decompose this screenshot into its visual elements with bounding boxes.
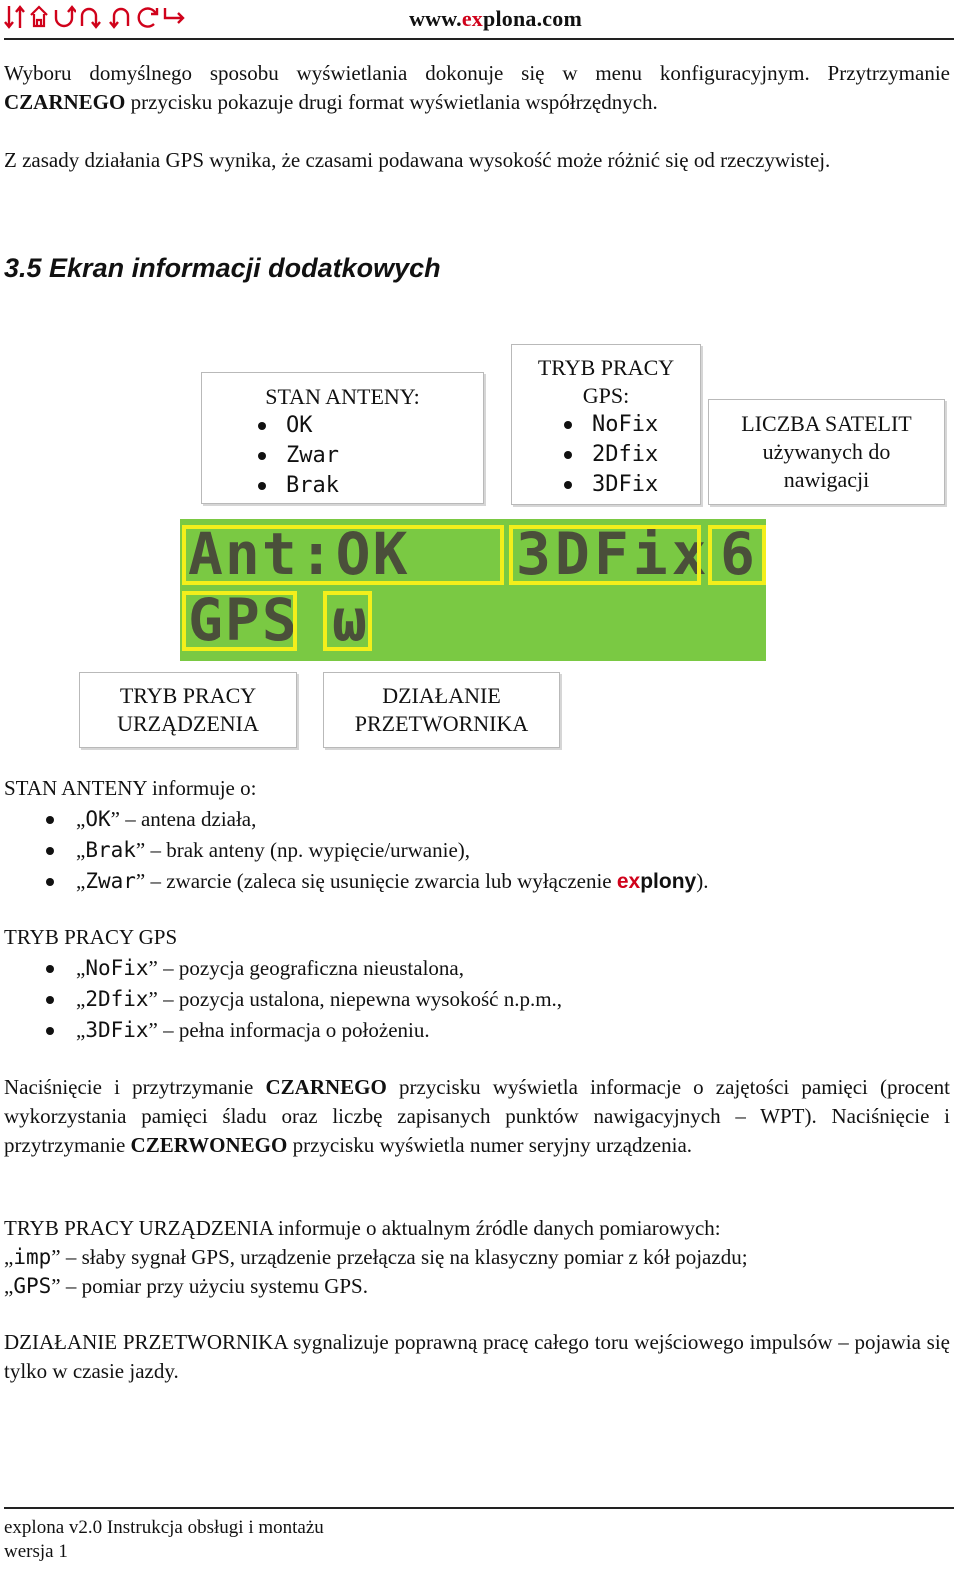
callout-antenna-item: Zwar: [248, 441, 483, 471]
antenna-status-list: [4, 804, 950, 897]
lcd-fix-text: 3DFix: [516, 520, 711, 588]
mode-code: NoFix: [85, 956, 149, 980]
memory-bold-black: CZARNEGO: [265, 1075, 387, 1099]
device-mode-title: TRYB PRACY URZĄDZENIA informuje o aktualnym źródle danych pomiarowych:: [4, 1216, 721, 1240]
list-item: „2Dfix” – pozycja ustalona, niepewna wysokość n.p.m.,: [4, 984, 950, 1015]
status-description: – brak anteny (np. wypięcie/urwanie),: [145, 838, 471, 862]
site-url[interactable]: [409, 6, 582, 32]
mode-code: 3DFix: [85, 1018, 149, 1042]
callout-antenna-list: [248, 411, 483, 501]
highlight-satellites: [708, 520, 766, 588]
memory-bold-red: CZERWONEGO: [130, 1133, 288, 1157]
converter-paragraph: DZIAŁANIE PRZETWORNIKA sygnalizuje poprawną pracę całego toru wejściowego impulsów – pojawia się tylko w czasie jazdy.: [4, 1330, 950, 1383]
intro-text-a: Wyboru domyślnego sposobu wyświetlania dokonuje się w menu konfiguracyjnym. Przytrzymanie: [4, 61, 950, 85]
status-code: Zwar: [85, 869, 136, 893]
home-up-icon: [28, 4, 50, 30]
callout-satellites: [708, 399, 945, 505]
device-imp-description: – słaby sygnał GPS, urządzenie przełącza się na klasyczny pomiar z kół pojazdu;: [60, 1245, 748, 1269]
callout-gps-mode: [511, 344, 701, 505]
footer-line-2: wersja 1: [4, 1541, 68, 1562]
device-mode-gps-line: „GPS” – pomiar przy użyciu systemu GPS.: [4, 1274, 368, 1298]
lcd-satellite-count: 6: [720, 520, 757, 588]
intro-text-b: przycisku pokazuje drugi format wyświetlania współrzędnych.: [125, 90, 658, 114]
callout-converter-line-2: PRZETWORNIKA: [354, 711, 529, 736]
mode-description: – pełna informacja o położeniu.: [157, 1018, 430, 1042]
callout-device-line-2: URZĄDZENIA: [117, 711, 259, 736]
footer-line-1: explona v2.0 Instrukcja obsługi i montażu: [4, 1517, 324, 1538]
status-description: – zwarcie (zaleca się usunięcie zwarcia lub wyłączenie: [145, 869, 617, 893]
device-gps-description: – pomiar przy użyciu systemu GPS.: [60, 1274, 368, 1298]
site-url-brand-ex: ex: [461, 6, 484, 31]
callout-device-line-1: TRYB PRACY: [119, 683, 257, 708]
list-item: „NoFix” – pozycja geograficzna nieustalona,: [4, 953, 950, 984]
brand-rest: plony: [640, 870, 697, 893]
intro-paragraph-2: Z zasady działania GPS wynika, że czasami podawana wysokość może różnić się od rzeczywistej.: [4, 148, 831, 172]
lcd-display: [180, 519, 766, 661]
callout-converter-line-1: DZIAŁANIE: [382, 683, 501, 708]
callout-satellites-line-3: nawigacji: [783, 467, 870, 492]
list-item: „OK” – antena działa,: [4, 804, 950, 835]
u-turn-icon: [52, 4, 76, 30]
memory-paragraph: [4, 1073, 950, 1160]
antenna-section-title: STAN ANTENY informuje o:: [4, 776, 257, 800]
callout-gps-list: [554, 410, 700, 500]
status-code: OK: [85, 807, 111, 831]
sort-arrows-icon: [4, 4, 26, 30]
device-code-imp: imp: [13, 1245, 52, 1269]
status-description: – antena działa,: [119, 807, 257, 831]
list-item: „Brak” – brak anteny (np. wypięcie/urwanie),: [4, 835, 950, 866]
mode-code: 2Dfix: [85, 987, 149, 1011]
callout-antenna-status: [201, 372, 484, 504]
callout-gps-title-2: GPS:: [582, 383, 630, 408]
callout-device-mode: [79, 672, 297, 748]
u-turn-left-icon: [78, 4, 104, 30]
gps-mode-list: [4, 953, 950, 1046]
list-item: „3DFix” – pełna informacja o położeniu.: [4, 1015, 950, 1046]
memory-text-a: Naciśnięcie i przytrzymanie: [4, 1075, 266, 1099]
u-turn-right-icon: [106, 4, 132, 30]
highlight-pulse: [323, 586, 372, 654]
mode-description: – pozycja geograficzna nieustalona,: [157, 956, 464, 980]
section-heading: 3.5 Ekran informacji dodatkowych: [4, 253, 441, 283]
callout-gps-item: NoFix: [554, 410, 700, 440]
memory-text-c: przycisku wyświetla informacje o zajętości pamięci (procent wykorzystania pamięci śladu oraz liczbę zapisanych punktów nawigacyjnych – WPT). Naciśnięcie i przytrzymanie: [4, 1075, 950, 1157]
status-description-end: ).: [696, 869, 709, 893]
header-rule: [4, 38, 954, 40]
highlight-antenna: [182, 520, 504, 588]
device-mode-imp-line: „imp” – słaby sygnał GPS, urządzenie przełącza się na klasyczny pomiar z kół pojazdu;: [4, 1245, 748, 1269]
brand-explony: [617, 870, 696, 893]
intro-bold-black: CZARNEGO: [4, 90, 126, 114]
callout-gps-item: 3DFix: [554, 470, 700, 500]
header-icon-strip: [4, 4, 188, 32]
callout-gps-title-1: TRYB PRACY: [537, 355, 675, 380]
memory-text-d: przycisku wyświetla numer seryjny urządzenia.: [287, 1133, 693, 1157]
callout-converter: [323, 672, 560, 748]
lcd-antenna-text: Ant:OK: [188, 520, 410, 588]
highlight-mode: [182, 586, 299, 654]
callout-antenna-item: OK: [248, 411, 483, 441]
turn-right-icon: [162, 4, 188, 30]
highlight-fix: [509, 525, 701, 585]
lcd-mode-text: GPS: [188, 586, 299, 654]
device-code-gps: GPS: [13, 1274, 52, 1298]
device-mode-paragraph: [4, 1214, 950, 1301]
gps-section-title: TRYB PRACY GPS: [4, 925, 178, 949]
intro-paragraph-1: [4, 59, 950, 117]
callout-satellites-line-1: LICZBA SATELIT: [741, 411, 912, 436]
footer-rule: [4, 1507, 954, 1509]
site-url-prefix: www.: [409, 6, 462, 31]
callout-antenna-item: Brak: [248, 471, 483, 501]
footer: [4, 1516, 324, 1564]
mode-description: – pozycja ustalona, niepewna wysokość n.p.m.,: [157, 987, 563, 1011]
list-item: „Zwar” – zwarcie (zaleca się usunięcie zwarcia lub wyłączenie explony).: [4, 866, 950, 897]
status-code: Brak: [85, 838, 136, 862]
loop-arrow-icon: [134, 4, 160, 30]
lcd-pulse-indicator: ω: [332, 586, 369, 654]
callout-gps-item: 2Dfix: [554, 440, 700, 470]
callout-satellites-line-2: używanych do: [762, 439, 891, 464]
callout-antenna-title: STAN ANTENY:: [265, 384, 420, 409]
brand-ex: ex: [616, 870, 641, 893]
site-url-suffix: plona.com: [483, 6, 582, 31]
